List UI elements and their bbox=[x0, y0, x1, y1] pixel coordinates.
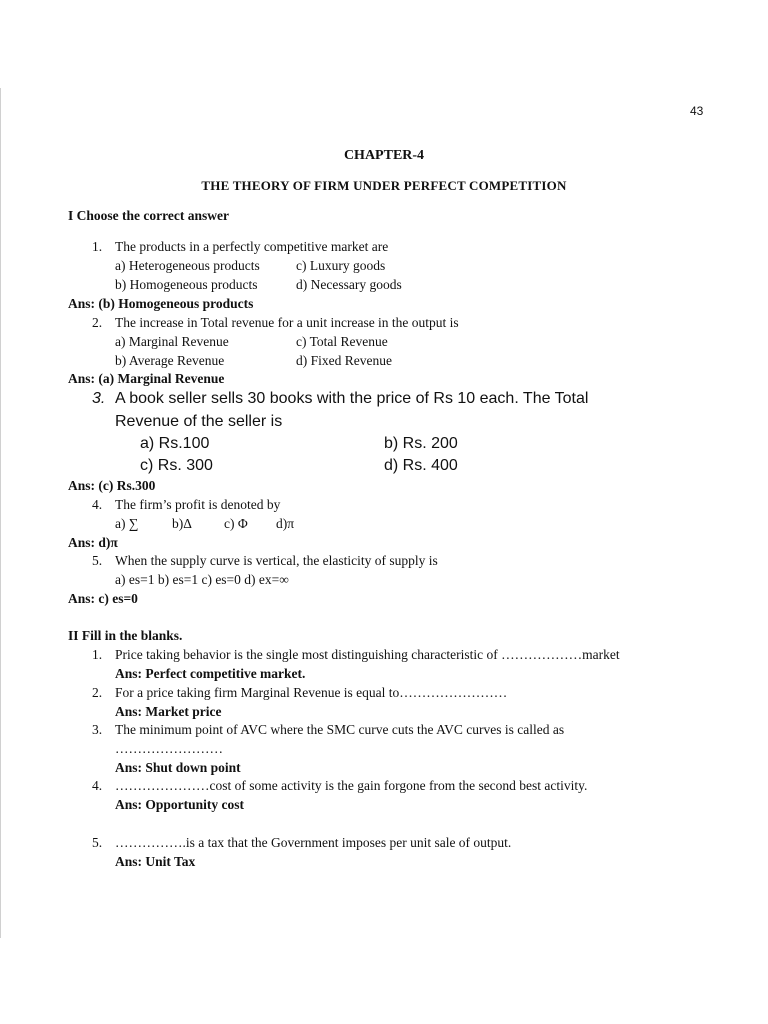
fb4-answer: Ans: Opportunity cost bbox=[115, 797, 245, 812]
fb5-text: …………….is a tax that the Government imposes per unit sale of output. bbox=[115, 835, 512, 850]
fb1-number: 1. bbox=[92, 647, 103, 662]
q2-number: 2. bbox=[92, 315, 103, 330]
fb4-number: 4. bbox=[92, 778, 103, 793]
q3-text-line2: Revenue of the seller is bbox=[115, 413, 283, 430]
chapter-title: THE THEORY OF FIRM UNDER PERFECT COMPETITION bbox=[201, 178, 567, 193]
q3-number: 3. bbox=[92, 390, 106, 407]
fb1-text: Price taking behavior is the single most distinguishing characteristic of ………………market bbox=[115, 647, 620, 662]
q3-answer: Ans: (c) Rs.300 bbox=[68, 478, 156, 493]
q2-answer: Ans: (a) Marginal Revenue bbox=[68, 371, 225, 386]
fb2-answer: Ans: Market price bbox=[115, 704, 222, 719]
q2-text: The increase in Total revenue for a unit increase in the output is bbox=[115, 315, 459, 330]
fb3-text: The minimum point of AVC where the SMC curve cuts the AVC curves is called as bbox=[115, 722, 565, 737]
q2-option-b: b) Average Revenue bbox=[115, 353, 225, 368]
q4-option-d: d)π bbox=[276, 516, 295, 531]
fb3-answer: Ans: Shut down point bbox=[115, 760, 241, 775]
fb3-number: 3. bbox=[92, 722, 103, 737]
q2-option-a: a) Marginal Revenue bbox=[115, 334, 229, 349]
q1-option-b: b) Homogeneous products bbox=[115, 277, 258, 292]
q2-option-c: c) Total Revenue bbox=[296, 334, 388, 349]
q3-option-c: c) Rs. 300 bbox=[140, 457, 213, 474]
fb3-blank: …………………… bbox=[115, 741, 223, 756]
q4-option-b: b)Δ bbox=[172, 516, 192, 531]
q4-number: 4. bbox=[92, 497, 103, 512]
q3-option-d: d) Rs. 400 bbox=[384, 457, 458, 474]
q5-answer: Ans: c) es=0 bbox=[68, 591, 138, 606]
q3-option-b: b) Rs. 200 bbox=[384, 435, 458, 452]
q4-option-c: c) Φ bbox=[224, 516, 248, 531]
q1-option-a: a) Heterogeneous products bbox=[115, 258, 260, 273]
q1-option-d: d) Necessary goods bbox=[296, 277, 402, 292]
page-edge-line bbox=[0, 88, 1, 938]
fb4-text: …………………cost of some activity is the gain forgone from the second best activity. bbox=[115, 778, 588, 793]
q3-text-line1: A book seller sells 30 books with the price of Rs 10 each. The Total bbox=[115, 390, 589, 407]
q3-option-a: a) Rs.100 bbox=[140, 435, 210, 452]
q4-answer: Ans: d)π bbox=[68, 535, 118, 550]
q1-answer: Ans: (b) Homogeneous products bbox=[68, 296, 254, 311]
q1-text: The products in a perfectly competitive market are bbox=[115, 239, 389, 254]
chapter-heading: CHAPTER-4 bbox=[343, 148, 425, 163]
q2-option-d: d) Fixed Revenue bbox=[296, 353, 392, 368]
fb5-number: 5. bbox=[92, 835, 103, 850]
fb2-number: 2. bbox=[92, 685, 103, 700]
q5-text: When the supply curve is vertical, the elasticity of supply is bbox=[115, 553, 438, 568]
fb5-answer: Ans: Unit Tax bbox=[115, 854, 196, 869]
q1-number: 1. bbox=[92, 239, 103, 254]
q1-option-c: c) Luxury goods bbox=[296, 258, 386, 273]
page-number: 43 bbox=[690, 104, 704, 118]
q5-number: 5. bbox=[92, 553, 103, 568]
q4-text: The firm’s profit is denoted by bbox=[115, 497, 281, 512]
fb1-answer: Ans: Perfect competitive market. bbox=[115, 666, 306, 681]
q5-options: a) es=1 b) es=1 c) es=0 d) ex=∞ bbox=[115, 572, 289, 587]
section-heading-fill-blanks: II Fill in the blanks. bbox=[68, 628, 183, 643]
fb2-text: For a price taking firm Marginal Revenue is equal to…………………… bbox=[115, 685, 508, 700]
q4-option-a: a) ∑ bbox=[115, 516, 139, 531]
section-heading-choose: I Choose the correct answer bbox=[68, 208, 229, 223]
